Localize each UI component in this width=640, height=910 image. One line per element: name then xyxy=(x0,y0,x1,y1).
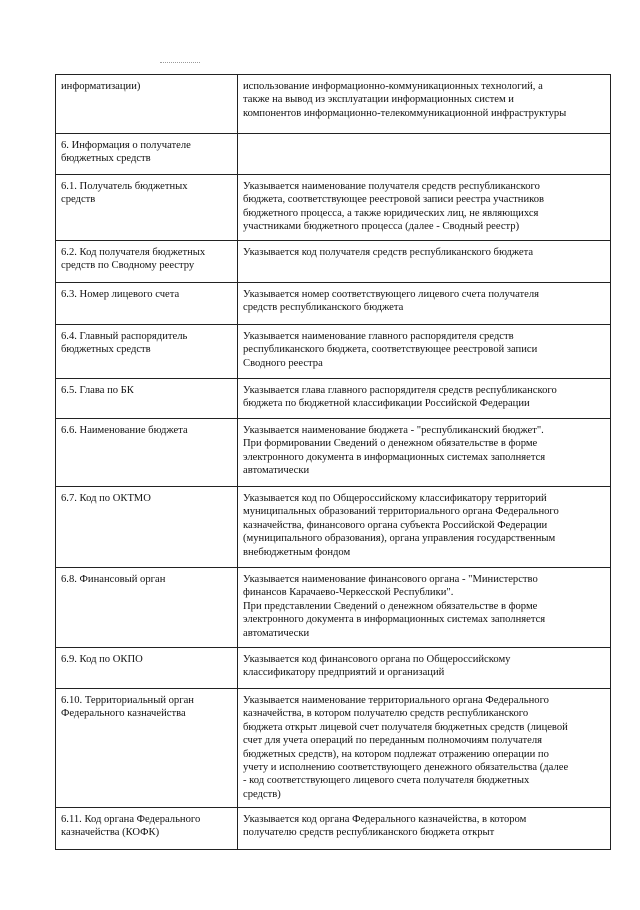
table-row xyxy=(56,379,611,419)
field-description-cell xyxy=(238,175,611,241)
table-row xyxy=(56,648,611,689)
field-name: 6.10. Территориальный орган Федерального казначейства xyxy=(61,695,194,720)
field-name-cell xyxy=(56,689,238,808)
scan-artifact xyxy=(160,62,200,65)
field-name-cell xyxy=(56,419,238,487)
field-description: Указывается наименование бюджета - "республиканский бюджет". При формировании Сведений о денежном обязательстве в форме электронного документа в информационных системах заполняется автоматически xyxy=(243,425,546,477)
field-description: Указывается код финансового органа по Общероссийскому классификатору предприятий и организаций xyxy=(243,654,511,679)
field-name-cell xyxy=(56,487,238,568)
field-description: использование информационно-коммуникационных технологий, а также на вывод из эксплуатации информационных систем и компонентов информационно-телекоммуникационной инфраструктуры xyxy=(243,81,567,119)
field-description: Указывается номер соответствующего лицевого счета получателя средств республиканского бюджета xyxy=(243,289,540,314)
table-row xyxy=(56,241,611,283)
field-description-cell xyxy=(238,241,611,283)
field-name: 6.7. Код по ОКТМО xyxy=(61,493,151,504)
field-description-cell xyxy=(238,75,611,134)
table-row xyxy=(56,175,611,241)
field-name: 6.11. Код органа Федерального казначейства (КОФК) xyxy=(61,814,201,839)
field-description-cell xyxy=(238,487,611,568)
table-row xyxy=(56,689,611,808)
table-row xyxy=(56,419,611,487)
field-description-cell xyxy=(238,419,611,487)
field-name: 6.1. Получатель бюджетных средств xyxy=(61,181,188,206)
field-name: информатизации) xyxy=(61,81,141,92)
table-row xyxy=(56,283,611,325)
field-name-cell xyxy=(56,325,238,379)
field-description: Указывается код получателя средств республиканского бюджета xyxy=(243,247,534,258)
field-description-cell xyxy=(238,808,611,850)
field-description-cell xyxy=(238,689,611,808)
field-name-cell xyxy=(56,283,238,325)
field-name-cell xyxy=(56,241,238,283)
field-description: Указывается наименование территориального органа Федерального казначейства, в котором получателю средств республиканского бюджета открыт лицевой счет получателя бюджетных средств (лицевой счет для учета операций по переданным полномочиям получателя бюджетных средств), на котором подлежат отражению операции по учету и исполнению соответствующего денежного обязательства (далее - код соответствующего лицевого счета получателя бюджетных средств) xyxy=(243,695,569,800)
field-description: Указывается код органа Федерального казначейства, в котором получателю средств республиканского бюджета открыт xyxy=(243,814,527,839)
field-description-cell xyxy=(238,379,611,419)
table-row xyxy=(56,134,611,175)
table-row xyxy=(56,487,611,568)
field-name-cell xyxy=(56,568,238,648)
field-name-cell xyxy=(56,75,238,134)
table-row xyxy=(56,568,611,648)
field-name-cell xyxy=(56,379,238,419)
field-description-cell xyxy=(238,325,611,379)
field-name-cell xyxy=(56,175,238,241)
field-description: Указывается наименование главного распорядителя средств республиканского бюджета, соответствующее реестровой записи Сводного реестра xyxy=(243,331,538,369)
table-row xyxy=(56,325,611,379)
field-description-cell xyxy=(238,648,611,689)
table-row xyxy=(56,75,611,134)
field-name: 6.2. Код получателя бюджетных средств по Сводному реестру xyxy=(61,247,206,272)
field-description: Указывается код по Общероссийскому классификатору территорий муниципальных образований территориального органа Федерального казначейства, финансового органа субъекта Российской Федерации (муниципального образования), органа управления государственным внебюджетным фондом xyxy=(243,493,559,558)
field-description: Указывается наименование получателя средств республиканского бюджета, соответствующее реестровой записи реестра участников бюджетного процесса, а также юридических лиц, не являющихся участниками бюджетного процесса (далее - Сводный реестр) xyxy=(243,181,545,233)
field-description-cell xyxy=(238,283,611,325)
field-description: Указывается глава главного распорядителя средств республиканского бюджета по бюджетной классификации Российской Федерации xyxy=(243,385,557,410)
field-name: 6.5. Глава по БК xyxy=(61,385,134,396)
section-heading: 6. Информация о получателе бюджетных средств xyxy=(61,140,191,165)
field-description: Указывается наименование финансового органа - "Министерство финансов Карачаево-Черкесской Республики". При представлении Сведений о денежном обязательстве в форме электронного документа в информационных системах заполняется автоматически xyxy=(243,574,546,639)
field-description-cell xyxy=(238,568,611,648)
field-name-cell xyxy=(56,648,238,689)
field-name: 6.8. Финансовый орган xyxy=(61,574,166,585)
table-row xyxy=(56,808,611,850)
field-name: 6.3. Номер лицевого счета xyxy=(61,289,180,300)
field-name-cell xyxy=(56,134,238,175)
field-name-cell xyxy=(56,808,238,850)
field-description-cell xyxy=(238,134,611,175)
field-name: 6.4. Главный распорядитель бюджетных средств xyxy=(61,331,188,356)
field-name: 6.6. Наименование бюджета xyxy=(61,425,188,436)
requirements-table xyxy=(55,74,611,850)
field-name: 6.9. Код по ОКПО xyxy=(61,654,143,665)
